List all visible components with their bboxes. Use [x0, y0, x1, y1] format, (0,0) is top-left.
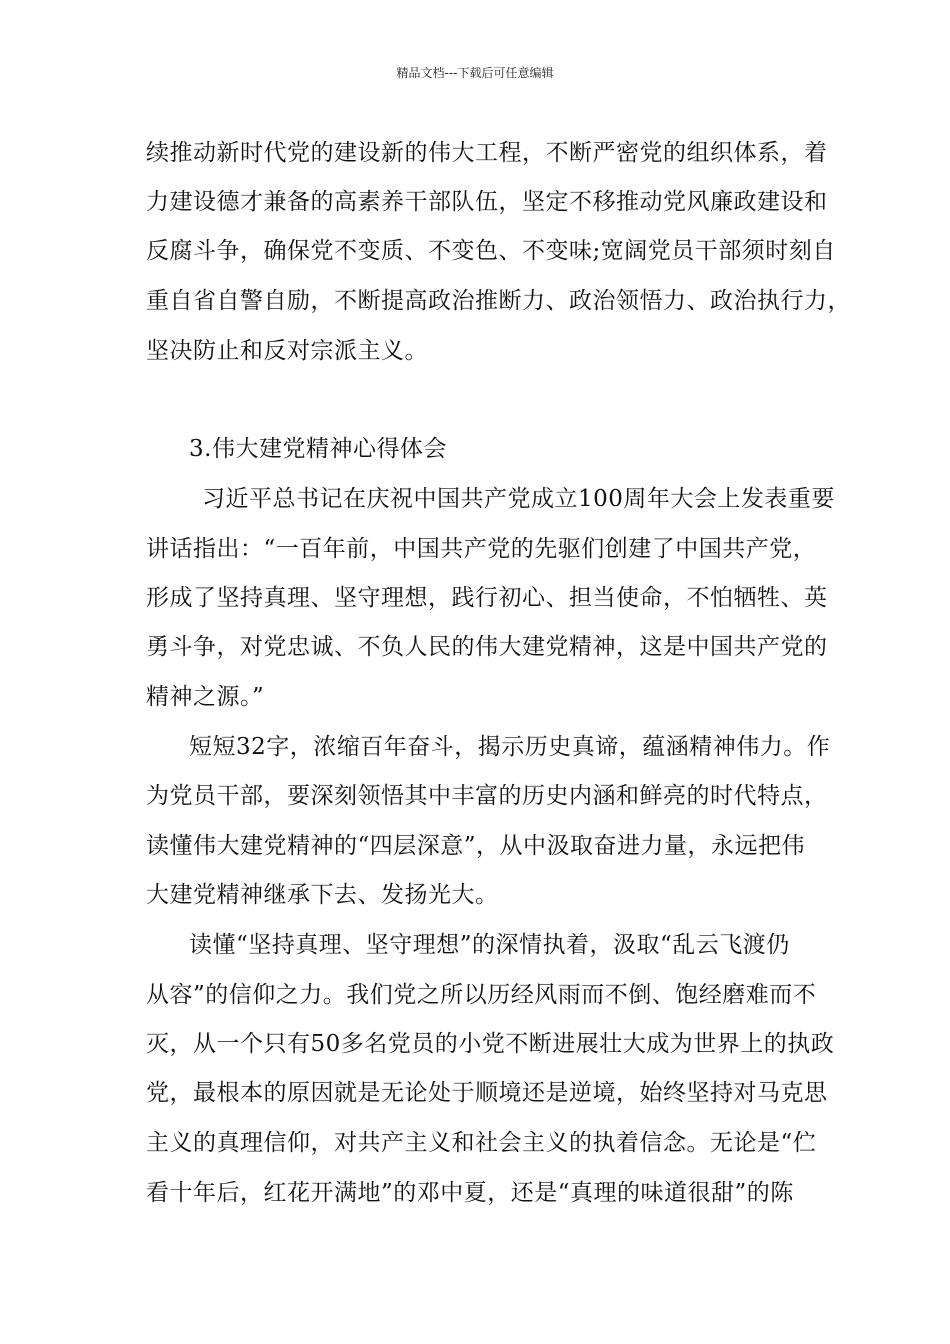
body-line: 坚决防止和反对宗派主义。: [146, 338, 428, 364]
paragraph-first-line: 读懂“坚持真理、坚守理想”的深情执着，汲取“乱云飞渡仍: [189, 932, 790, 958]
section-heading: 3.伟大建党精神心得体会: [189, 436, 447, 462]
body-line: 灭，从一个只有50多名党员的小党不断进展壮大成为世界上的执政: [146, 1031, 835, 1057]
page-header: 精品文档---下载后可任意编辑: [396, 66, 554, 80]
body-line: 为党员干部，要深刻领悟其中丰富的历史内涵和鲜亮的时代特点，: [146, 783, 828, 809]
body-line: 力建设德才兼备的高素养干部队伍，坚定不移推动党风廉政建设和: [146, 189, 828, 215]
body-line: 反腐斗争，确保党不变质、不变色、不变味;宽阔党员干部须时刻自: [146, 238, 836, 264]
paragraph-first-line: 习近平总书记在庆祝中国共产党成立100周年大会上发表重要: [202, 486, 835, 512]
body-line: 讲话指出：“一百年前，中国共产党的先驱们创建了中国共产党，: [146, 536, 817, 562]
body-line: 形成了坚持真理、坚守理想，践行初心、担当使命，不怕牺牲、英: [146, 585, 828, 611]
body-line: 重自省自警自励，不断提高政治推断力、政治领悟力、政治执行力，: [146, 288, 851, 314]
body-line: 主义的真理信仰，对共产主义和社会主义的执着信念。无论是“伫: [146, 1130, 817, 1156]
body-line: 大建党精神继承下去、发扬光大。: [146, 882, 499, 908]
body-line: 精神之源。”: [146, 684, 265, 710]
body-line: 勇斗争，对党忠诚、不负人民的伟大建党精神，这是中国共产党的: [146, 634, 828, 660]
body-line: 党，最根本的原因就是无论处于顺境还是逆境，始终坚持对马克思: [146, 1080, 828, 1106]
body-line: 看十年后，红花开满地”的邓中夏，还是“真理的味道很甜”的陈: [146, 1180, 794, 1206]
paragraph-first-line: 短短32字，浓缩百年奋斗，揭示历史真谛，蕴涵精神伟力。作: [189, 734, 831, 760]
body-line: 续推动新时代党的建设新的伟大工程，不断严密党的组织体系，着: [146, 140, 828, 166]
body-line: 读懂伟大建党精神的“四层深意”，从中汲取奋进力量，永远把伟: [146, 833, 806, 859]
body-line: 从容”的信仰之力。我们党之所以历经风雨而不倒、饱经磨难而不: [146, 982, 817, 1008]
